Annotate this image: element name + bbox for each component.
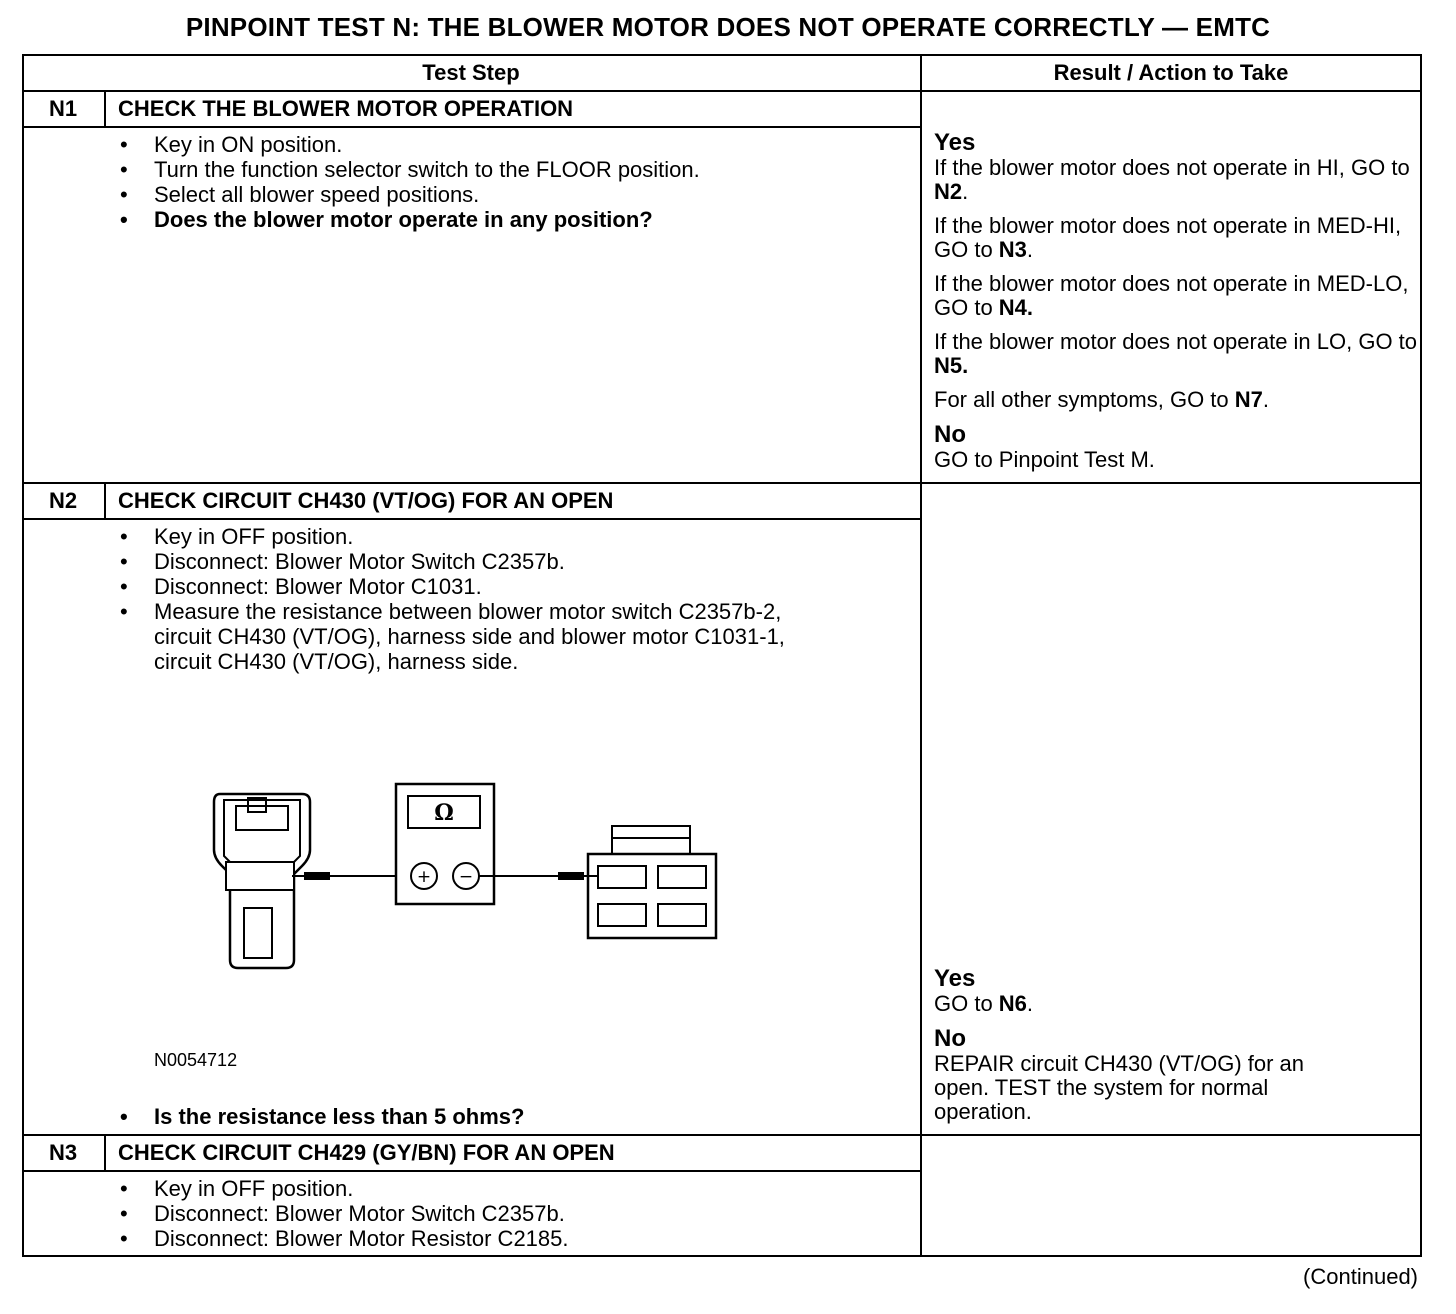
list-item-continuation: circuit CH430 (VT/OG), harness side.	[154, 649, 519, 674]
step-id-n2: N2	[48, 488, 78, 513]
result-item: If the blower motor does not operate in MED-LO, GO to N4.	[934, 271, 1409, 320]
list-item: • Key in OFF position.	[116, 1176, 569, 1201]
step-reference: N7	[1234, 387, 1263, 412]
yes-label: Yes	[934, 965, 976, 992]
step-reference: N6	[998, 991, 1027, 1016]
no-label: No	[934, 1025, 966, 1052]
step-id-divider	[104, 90, 106, 128]
step-n2-question	[116, 1104, 524, 1129]
result-item: GO to Pinpoint Test M.	[934, 447, 1155, 472]
header-divider	[22, 90, 1422, 92]
result-item: operation.	[934, 1099, 1032, 1124]
step-id-divider	[104, 1134, 106, 1172]
list-item: • Select all blower speed positions.	[116, 182, 700, 207]
list-item: • Disconnect: Blower Motor C1031.	[116, 574, 781, 599]
figure-id: N0054712	[154, 1050, 238, 1070]
result-item: If the blower motor does not operate in MED-HI, GO to N3.	[934, 213, 1402, 262]
result-item: For all other symptoms, GO to N7.	[934, 387, 1269, 412]
result-item: REPAIR circuit CH430 (VT/OG) for an	[934, 1051, 1305, 1076]
ohmmeter-icon	[396, 784, 494, 904]
column-header-result: Result / Action to Take	[1053, 60, 1289, 85]
step-title-divider	[22, 126, 922, 128]
list-item: • Key in OFF position.	[116, 524, 781, 549]
meter-plus-terminal: +	[416, 867, 432, 887]
yes-label: Yes	[934, 129, 976, 156]
step-reference: N5	[934, 353, 963, 378]
step-reference: N3	[998, 237, 1027, 262]
result-item: open. TEST the system for normal	[934, 1075, 1269, 1100]
column-divider	[920, 54, 922, 1257]
meter-minus-terminal: −	[458, 867, 474, 887]
no-label: No	[934, 421, 966, 448]
step-title-n1: CHECK THE BLOWER MOTOR OPERATION	[118, 96, 574, 121]
step-title-n3: CHECK CIRCUIT CH429 (GY/BN) FOR AN OPEN	[118, 1140, 615, 1165]
list-item: • Disconnect: Blower Motor Resistor C2185.	[116, 1226, 569, 1251]
step-title-n2: CHECK CIRCUIT CH430 (VT/OG) FOR AN OPEN	[118, 488, 614, 513]
step-divider	[22, 482, 1422, 484]
step-id-divider	[104, 482, 106, 520]
result-item: GO to N6.	[934, 991, 1034, 1016]
column-header-test-step: Test Step	[422, 60, 520, 85]
list-item: • Disconnect: Blower Motor Switch C2357b.	[116, 549, 781, 574]
step-id-n1: N1	[48, 96, 78, 121]
step-id-n3: N3	[48, 1140, 78, 1165]
list-item: • Turn the function selector switch to the FLOOR position.	[116, 157, 700, 182]
ohm-symbol: Ω	[434, 800, 454, 826]
continued-label: (Continued)	[1303, 1264, 1418, 1289]
step-question: • Does the blower motor operate in any position?	[116, 207, 700, 232]
step-title-divider	[22, 1170, 922, 1172]
step-reference: N4	[998, 295, 1027, 320]
result-item: If the blower motor does not operate in LO, GO to N5.	[934, 329, 1418, 378]
step-reference: N2	[934, 179, 963, 204]
list-item: • Key in ON position.	[116, 132, 700, 157]
step-n1-instructions	[116, 132, 700, 232]
step-divider	[22, 1134, 1422, 1136]
resistance-test-diagram	[200, 780, 730, 980]
list-item: • Disconnect: Blower Motor Switch C2357b.	[116, 1201, 569, 1226]
list-item-continuation: circuit CH430 (VT/OG), harness side and blower motor C1031-1,	[154, 624, 785, 649]
page-title: PINPOINT TEST N: THE BLOWER MOTOR DOES NOT OPERATE CORRECTLY — EMTC	[185, 12, 1271, 42]
step-title-divider	[22, 518, 922, 520]
switch-connector-icon	[214, 794, 310, 968]
step-n2-instructions	[116, 524, 781, 624]
step-n3-instructions	[116, 1176, 569, 1251]
result-item: If the blower motor does not operate in HI, GO to N2.	[934, 155, 1410, 204]
motor-connector-icon	[588, 826, 716, 938]
list-item: • Measure the resistance between blower motor switch C2357b-2,	[116, 599, 781, 624]
step-question: • Is the resistance less than 5 ohms?	[116, 1104, 524, 1129]
step-n2-results	[934, 966, 1420, 1124]
step-n1-results	[934, 130, 1420, 472]
